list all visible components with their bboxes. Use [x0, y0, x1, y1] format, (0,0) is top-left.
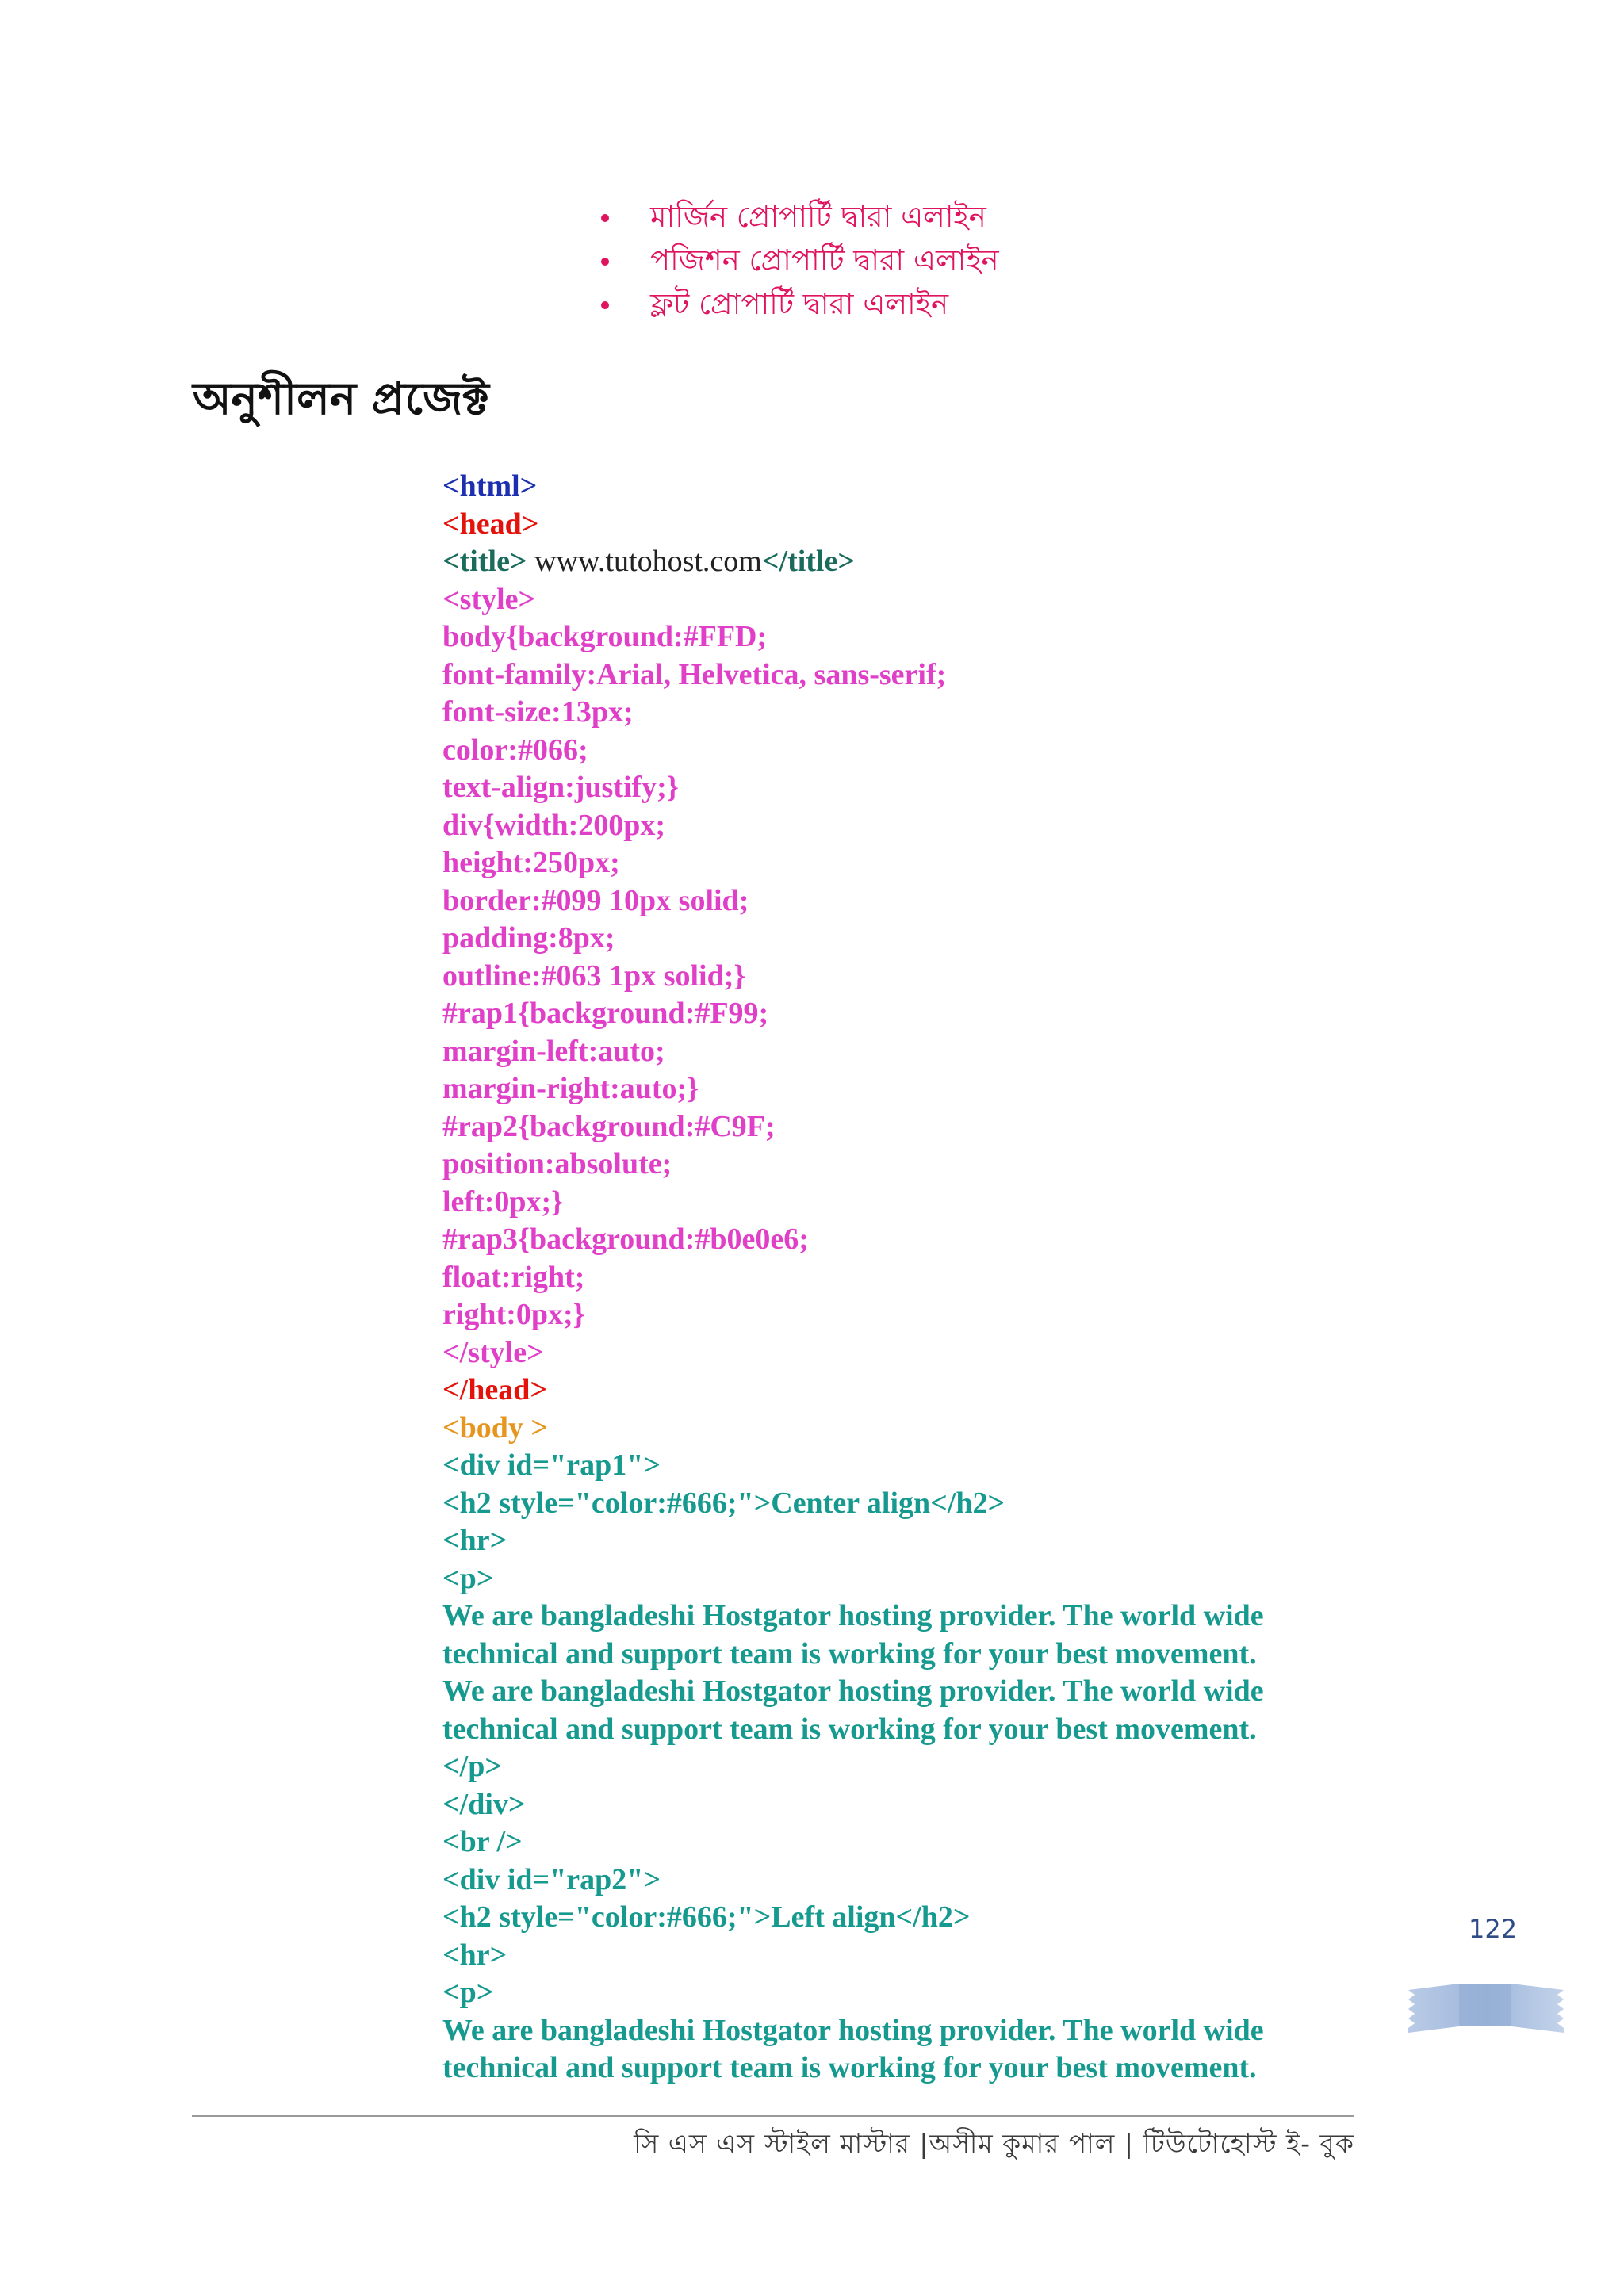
code-line: font-size:13px;	[442, 695, 634, 729]
bullet-item: পজিশন প্রোপার্টি দ্বারা এলাইন	[601, 239, 999, 282]
code-line: technical and support team is working for your best movement.	[442, 2051, 1257, 2084]
bullet-item: ফ্লট প্রোপার্টি দ্বারা এলাইন	[601, 282, 999, 326]
page-number: 122	[1469, 1914, 1518, 1944]
section-heading: অনুশীলন প্রজেক্ট	[193, 373, 489, 425]
code-line: <div id="rap2">	[442, 1862, 661, 1896]
code-line: text-align:justify;}	[442, 771, 679, 804]
code-line: body{background:#FFD;	[442, 620, 768, 653]
code-line: font-family:Arial, Helvetica, sans-serif;	[442, 657, 947, 691]
code-line: <html>	[442, 469, 538, 503]
code-line: <h2 style="color:#666;">Center align</h2>	[442, 1486, 1005, 1520]
code-line: <body >	[442, 1410, 549, 1445]
code-line: #rap1{background:#F99;	[442, 997, 769, 1030]
footer-divider	[192, 2115, 1354, 2117]
code-line: <head>	[442, 507, 539, 541]
title-text: www.tutohost.com	[527, 545, 762, 578]
code-line: </style>	[442, 1335, 544, 1369]
code-line-title	[442, 543, 1362, 581]
code-line: margin-left:auto;	[442, 1034, 665, 1068]
code-line: outline:#063 1px solid;}	[442, 959, 746, 993]
code-line: float:right;	[442, 1260, 585, 1294]
code-line: position:absolute;	[442, 1147, 672, 1181]
title-close-tag: </title>	[761, 545, 856, 578]
bullet-list	[601, 195, 999, 326]
code-line: </p>	[442, 1750, 502, 1783]
code-line: We are bangladeshi Hostgator hosting provider. The world wide	[442, 1674, 1264, 1708]
code-line: We are bangladeshi Hostgator hosting provider. The world wide	[442, 2013, 1264, 2047]
bullet-item: মার্জিন প্রোপার্টি দ্বারা এলাইন	[601, 195, 999, 239]
code-line: <h2 style="color:#666;">Left align</h2>	[442, 1900, 971, 1934]
code-line: technical and support team is working for your best movement.	[442, 1712, 1257, 1746]
code-line: left:0px;}	[442, 1184, 564, 1219]
code-line: <br />	[442, 1825, 523, 1858]
code-line: </div>	[442, 1787, 526, 1821]
title-open-tag: <title>	[442, 545, 527, 578]
code-line: technical and support team is working for your best movement.	[442, 1636, 1257, 1670]
code-line: #rap3{background:#b0e0e6;	[442, 1223, 809, 1256]
footer-text: সি এস এস স্টাইল মাস্টার |অসীম কুমার পাল | টিউটোহোস্ট ই- বুক	[634, 2128, 1354, 2159]
page-ribbon-decoration	[1408, 1980, 1564, 2038]
code-line: color:#066;	[442, 733, 588, 767]
code-line: height:250px;	[442, 846, 620, 879]
code-line: margin-right:auto;}	[442, 1072, 699, 1105]
code-line: <div id="rap1">	[442, 1448, 661, 1482]
code-line: We are bangladeshi Hostgator hosting provider. The world wide	[442, 1599, 1264, 1632]
code-line: div{width:200px;	[442, 808, 666, 842]
code-line: border:#099 10px solid;	[442, 883, 749, 917]
code-line: <p>	[442, 1561, 494, 1595]
code-line: right:0px;}	[442, 1298, 585, 1331]
code-line: <hr>	[442, 1938, 508, 1972]
code-line: padding:8px;	[442, 921, 615, 955]
code-line: </head>	[442, 1373, 547, 1406]
code-listing	[442, 468, 1362, 2087]
code-line: <p>	[442, 1976, 494, 2009]
code-line: <hr>	[442, 1524, 508, 1557]
code-line: #rap2{background:#C9F;	[442, 1109, 776, 1143]
code-line: <style>	[442, 582, 536, 616]
